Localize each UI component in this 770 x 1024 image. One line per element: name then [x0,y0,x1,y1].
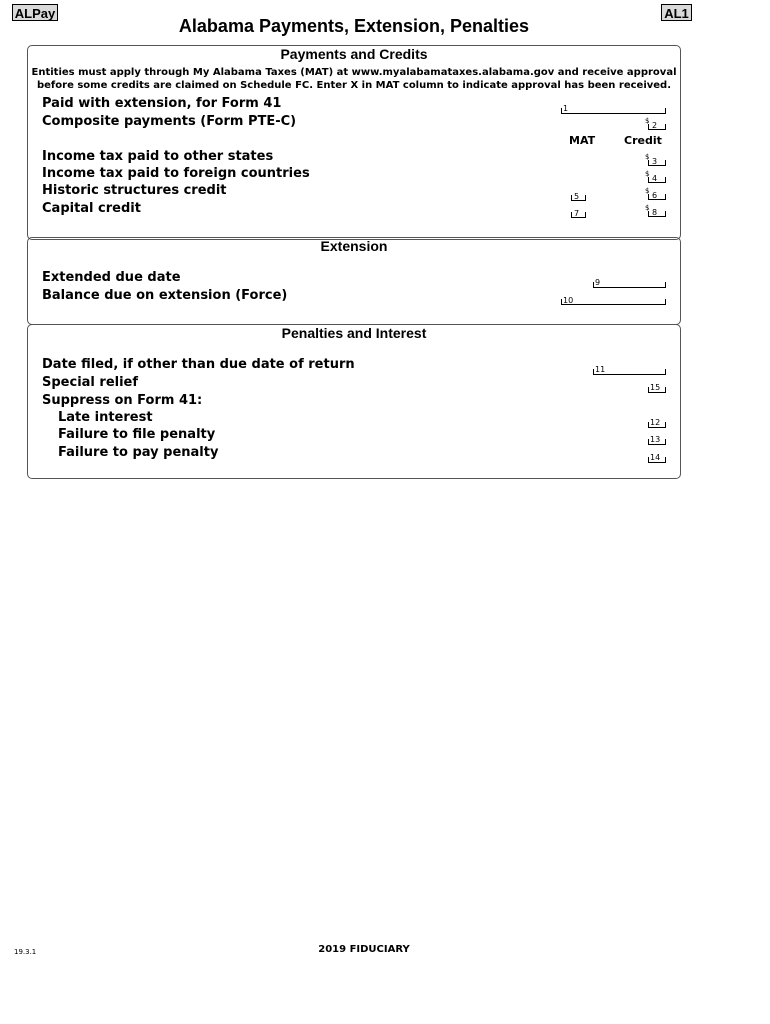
dollar-sign-2: $ [645,117,650,125]
field-1-number: 1 [563,104,569,113]
field-12-number: 12 [650,418,661,427]
label-date-filed: Date filed, if other than due date of return [42,357,355,372]
form-code-left: ALPay [12,4,58,21]
field-2-number: 2 [652,121,658,130]
column-header-credit: Credit [624,134,662,147]
field-9-number: 9 [595,278,601,287]
field-3-number: 3 [652,157,658,166]
label-historic-structures: Historic structures credit [42,183,227,198]
label-failure-to-file: Failure to file penalty [58,427,216,442]
field-8-number: 8 [652,208,658,217]
label-income-tax-foreign: Income tax paid to foreign countries [42,166,310,181]
field-7-number: 7 [574,209,580,218]
field-10-number: 10 [563,296,574,305]
footer-version: 19.3.1 [14,948,37,956]
label-failure-to-pay: Failure to pay penalty [58,445,219,460]
label-capital-credit: Capital credit [42,201,141,216]
mat-note-line2: before some credits are claimed on Schedule FC. Enter X in MAT column to indicate approval has been received. [36,80,672,91]
field-5-number: 5 [574,192,580,201]
label-income-tax-other-states: Income tax paid to other states [42,149,274,164]
label-composite-payments: Composite payments (Form PTE-C) [42,114,297,129]
field-4-number: 4 [652,174,658,183]
field-11-number: 11 [595,365,606,374]
label-paid-with-extension: Paid with extension, for Form 41 [42,96,282,111]
field-13-number: 13 [650,435,661,444]
label-balance-due-extension: Balance due on extension (Force) [42,288,288,303]
form-code-right: AL1 [661,4,692,21]
label-extended-due-date: Extended due date [42,270,181,285]
field-6-number: 6 [652,191,658,200]
column-header-mat: MAT [569,134,596,147]
payments-section-title: Payments and Credits [280,46,428,62]
field-15-number: 15 [650,383,661,392]
dollar-sign-4: $ [645,170,650,178]
penalties-section-title: Penalties and Interest [281,325,427,341]
label-late-interest: Late interest [58,410,153,425]
mat-note-line1: Entities must apply through My Alabama Taxes (MAT) at www.myalabamataxes.alabama.gov and receive approval [31,67,677,78]
field-10-balance-due[interactable] [561,299,666,305]
field-9-extended-due-date[interactable] [593,282,666,288]
dollar-sign-3: $ [645,153,650,161]
dollar-sign-6: $ [645,187,650,195]
dollar-sign-8: $ [645,204,650,212]
extension-section-title: Extension [320,238,388,254]
field-1-paid-with-extension[interactable] [561,108,666,114]
label-special-relief: Special relief [42,375,139,390]
field-14-number: 14 [650,453,661,462]
footer-product: 2019 FIDUCIARY [318,944,410,955]
page-title: Alabama Payments, Extension, Penalties [178,16,530,36]
label-suppress-form-41: Suppress on Form 41: [42,393,203,408]
